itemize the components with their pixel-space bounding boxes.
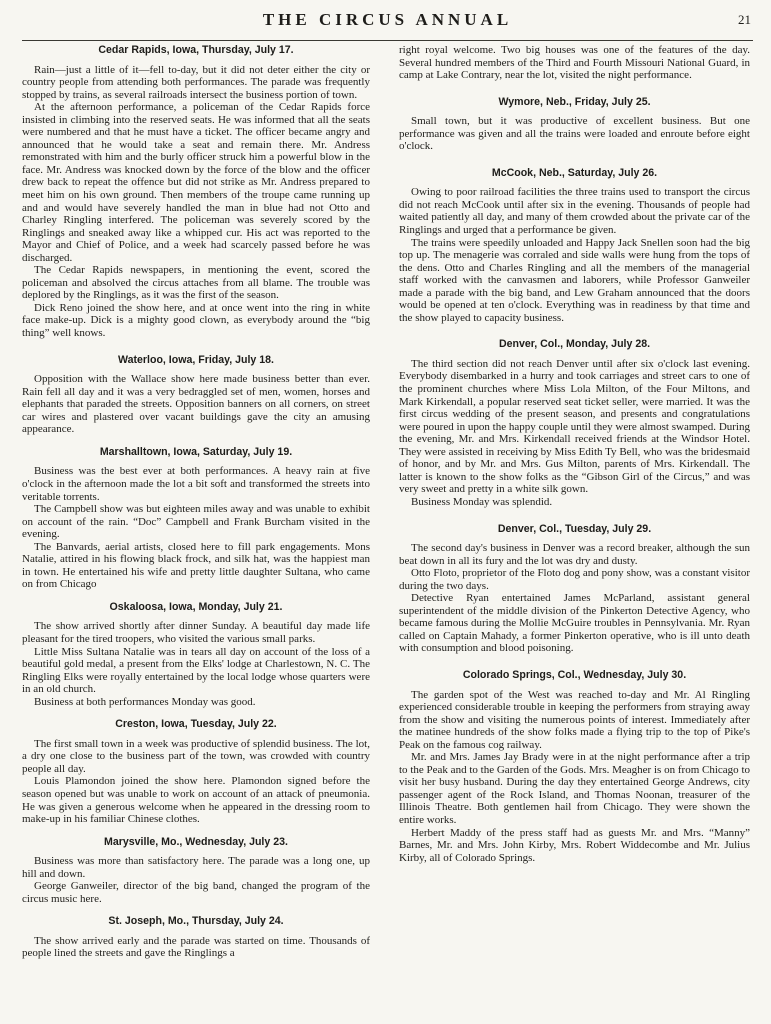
paragraph: The show arrived shortly after dinner Sunday. A beautiful day made life pleasant for the tired troopers, who visited the various small parks. — [22, 620, 370, 645]
page-header — [22, 10, 753, 41]
paragraph: right royal welcome. Two big houses was one of the features of the day. Several hundred members of the Third and Fourth Missouri National Guard, in camp at Lake Contrary, near the lot, visited the night performance. — [399, 44, 750, 82]
paragraph: The garden spot of the West was reached to-day and Mr. Al Ringling experienced considerable trouble in keeping the performers from straying away from the show and visiting the numerous points of interest. Immediately after the matinee hundreds of the show folks made a flying trip to the top of Pike's Peak on the famous cog railway. — [399, 688, 750, 751]
article-st-joseph-continued — [399, 44, 750, 82]
article-heading: Marysville, Mo., Wednesday, July 23. — [104, 835, 288, 848]
article-heading: Oskaloosa, Iowa, Monday, July 21. — [109, 600, 283, 613]
paragraph: Mr. and Mrs. James Jay Brady were in at the night performance after a trip to the Peak and to the Garden of the Gods. Mrs. Meagher is on from Chicago to visit her busy husband. During the day they entertained George Andrews, city passenger agent of the Rock Island, and Thomas Noonan, treasurer of the Illinois Theatre. Both gentlemen hail from Chicago. They were shown the entire works. — [399, 751, 750, 826]
paragraph: The third section did not reach Denver until after six o'clock last evening. Everybody disembarked in a hurry and took carriages and street cars to one of the prominent churches where Miss Lola Milton, of the Four Miltons, and Mark Kirkendall, a popular reserved seat ticket seller, were married. It was the first circus wedding of the present season, and presents and congratulations were poured in upon the happy couple until they were almost swamped. During the evening, Mr. and Mrs. Kirkendall received friends at the Windsor Hotel. They were assisted in receiving by Miss Edith Ty Bell, who was the bridesmaid of honor, and by Mr. and Mrs. Gus Milton, parents of Mrs. Kirkendall. The latter is known to the show folks as the “Gibson Girl of the Circus,” and was very sweet and pretty in a white silk gown. — [399, 357, 750, 496]
article-denver-tuesday — [399, 523, 750, 655]
article-denver-monday — [399, 338, 750, 508]
paragraph: Small town, but it was productive of excellent business. But one performance was given and all the trains were loaded and enroute before eight o'clock. — [399, 115, 750, 153]
article-heading: Colorado Springs, Col., Wednesday, July 30. — [462, 668, 687, 681]
article-heading: Denver, Col., Tuesday, July 29. — [497, 522, 652, 535]
article-oskaloosa — [22, 601, 370, 708]
article-heading: St. Joseph, Mo., Thursday, July 24. — [108, 915, 284, 928]
article-mccook — [399, 167, 750, 325]
paragraph: The first small town in a week was productive of splendid business. The lot, a dry one close to the business part of the town, was crowded with country people all day. — [22, 737, 370, 775]
paragraph: Little Miss Sultana Natalie was in tears all day on account of the loss of a beautiful gold medal, a present from the Elks' lodge at Charlestown, N. C. The Ringling Elks were royally entertained by the local lodge whose quarters were in an old church. — [22, 645, 370, 696]
article-marysville — [22, 836, 370, 906]
article-heading: McCook, Neb., Saturday, July 26. — [491, 166, 658, 179]
article-heading: Wymore, Neb., Friday, July 25. — [498, 95, 651, 108]
right-column — [399, 44, 750, 1024]
paragraph: Business Monday was splendid. — [411, 495, 553, 508]
paragraph: The second day's business in Denver was a record breaker, although the sun beat down in all its fury and the lot was dry and dusty. — [399, 542, 750, 567]
article-creston — [22, 718, 370, 825]
paragraph: Otto Floto, proprietor of the Floto dog and pony show, was a constant visitor during the two days. — [399, 567, 750, 592]
paragraph: Herbert Maddy of the press staff had as guests Mr. and Mrs. “Manny” Barnes, Mr. and Mrs. John Kirby, Mrs. Robert Widdecombe and Mr. Julius Kirby, all of Colorado Springs. — [399, 826, 750, 864]
paragraph: Business was more than satisfactory here. The parade was a long one, up hill and down. — [22, 855, 370, 880]
page-number: 21 — [738, 12, 751, 27]
paragraph: The Banvards, aerial artists, closed here to fill park engagements. Mons Natalie, attired in his flowing black frock, and silk hat, was the happiest man in town. He entertained his wife and pretty little daughter Sultana, who came on from Chicago — [22, 540, 370, 591]
article-wymore — [399, 96, 750, 153]
paragraph: The trains were speedily unloaded and Happy Jack Snellen soon had the big top up. The menagerie was corraled and side walls were hung from the tops of the dens. Otto and Charles Ringling and all the members of the managerial staff worked with the canvasmen and laborers, while Professor Ganweiler made a parade with the big band, and Lew Graham announced that the doors would be opened at ten o'clock. Everything was in readiness by that time and the show played to capacity business. — [399, 236, 750, 324]
article-heading: Waterloo, Iowa, Friday, July 18. — [117, 353, 274, 366]
article-waterloo — [22, 354, 370, 436]
article-heading: Creston, Iowa, Tuesday, July 22. — [115, 718, 277, 731]
paragraph: Detective Ryan entertained James McParland, assistant general superintendent of the middle division of the Pinkerton Detective Agency, who became famous during the Mollie McGuire troubles in Pennsylvania. Mr. Ryan called on Captain Mahady, a former Pinkerton operative, who is ill unto death with consumption and blood poisoning. — [399, 592, 750, 655]
publication-title: THE CIRCUS ANNUAL — [262, 10, 513, 29]
article-marshalltown — [22, 446, 370, 591]
article-heading: Marshalltown, Iowa, Saturday, July 19. — [99, 445, 293, 458]
article-heading: Cedar Rapids, Iowa, Thursday, July 17. — [98, 44, 294, 56]
article-colorado-springs — [399, 669, 750, 864]
paragraph: Louis Plamondon joined the show here. Plamondon signed before the season opened but was unable to work on account of an attack of pneumonia. He was given a generous welcome when he appeared in the dressing room to make-up in his familiar Chinese clothes. — [22, 775, 370, 826]
paragraph: Dick Reno joined the show here, and at once went into the ring in white face make-up. Dick is a mighty good clown, as everybody around the “big thing” well knows. — [22, 301, 370, 340]
paragraph: The Campbell show was but eighteen miles away and was unable to exhibit on account of the rain. “Doc” Campbell and Frank Burcham visited in the evening. — [22, 503, 370, 541]
article-cedar-rapids — [22, 44, 370, 340]
paragraph: Rain—just a little of it—fell to-day, but it did not deter either the city or country people from attending both performances. The parade was frequently stopped by trains, as several railroads intersect the business portion of town. — [22, 63, 370, 101]
paragraph: George Ganweiler, director of the big band, changed the program of the circus music here. — [22, 880, 370, 905]
paragraph: Business at both performances Monday was good. — [34, 695, 256, 708]
article-heading: Denver, Col., Monday, July 28. — [498, 338, 651, 351]
left-column — [22, 44, 370, 1024]
paragraph: Opposition with the Wallace show here made business better than ever. Rain fell all day and it was a very bedraggled set of men, women, horses and elephants that paraded the streets. Opposition banners on all corners, on street car wires and plastered over vacant buildings gave the city an amusing appearance. — [22, 373, 370, 436]
paragraph: The show arrived early and the parade was started on time. Thousands of people lined the streets and gave the Ringlings a — [22, 934, 370, 960]
paragraph: Owing to poor railroad facilities the three trains used to transport the circus did not reach McCook until after six in the evening. Thousands of people had waited patiently all day, and many of them crowded about the private car of the Ringlings and urged that a performance be given. — [399, 186, 750, 237]
paragraph: The Cedar Rapids newspapers, in mentioning the event, scored the policeman and absolved the circus attaches from all blame. The trouble was deplored by the Ringlings, as it was the first of the season. — [22, 264, 370, 302]
paragraph: Business was the best ever at both performances. A heavy rain at five o'clock in the afternoon made the lot a bit soft and transformed the streets into veritable torrents. — [22, 465, 370, 503]
article-st-joseph — [22, 915, 370, 960]
paragraph: At the afternoon performance, a policeman of the Cedar Rapids force insisted in climbing into the reserved seats. He was informed that all the seats were numbered and that he must have a ticket. The officer became angry and announced that he would take a seat and remain there. Mr. Andress remonstrated with him and the burly officer struck him a powerful blow in the face. Mr. Andress was knocked down by the force of the blow and the officer drew back to repeat the offence but did not strike as Mr. Andress prepared to meet him on his own ground. Then members of the troupe came running up and and would have severely handled the man in blue had not Otto and Charley Ringling interfered. The policeman was severely scored by the Ringlings and sneaked away like a whipped cur. His act was reported to the Mayor and Chief of Police, and a week had scarcely passed before he was discharged. — [22, 101, 370, 264]
